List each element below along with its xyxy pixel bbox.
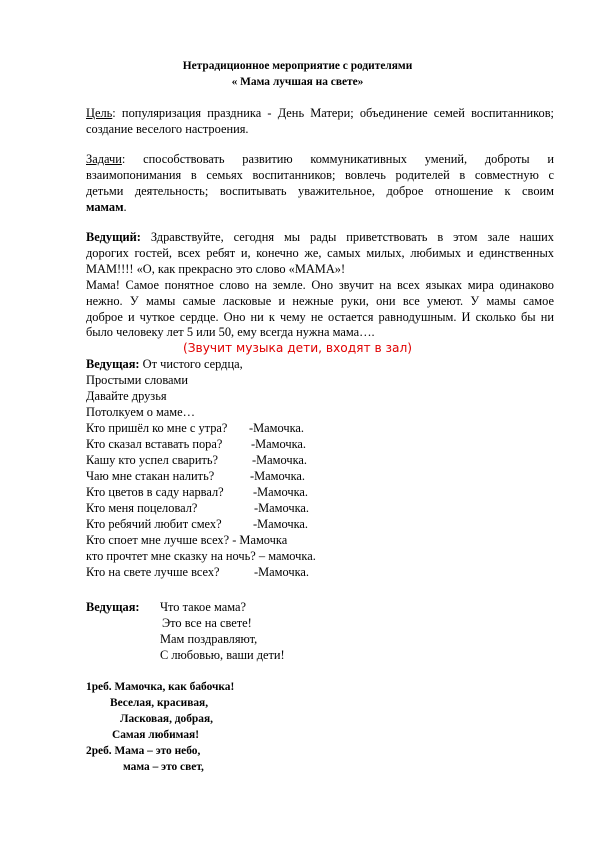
poem-line: С любовью, ваши дети! <box>160 648 285 662</box>
dialogue-question: Кто ребячий любит смех? <box>86 517 222 531</box>
poem-line: Что такое мама? <box>160 600 247 614</box>
child-verse-label: 1реб. Мамочка, как бабочка! <box>86 681 235 693</box>
dialogue-answer: -Мамочка. <box>250 469 306 483</box>
goal-line: создание веселого настроения. <box>86 121 249 136</box>
child-verse-label: 2реб. Мама – это небо, <box>86 745 201 757</box>
dialogue-question: Кто споет мне лучше всех? - Мамочка <box>86 533 288 547</box>
poem-line: Это все на свете! <box>162 616 252 630</box>
tasks-line: детьми деятельность; воспитывать уважительное, доброе отношение к своим <box>86 183 554 198</box>
host-intro-line: нежно. У мамы самые ласковые и нежные руки, они все умеют. У мамы самое <box>86 293 554 308</box>
host-intro-line: Мама! Самое понятное слово на земле. Оно звучит на всех языках мира одинаково <box>86 277 554 292</box>
document-subtitle: « Мама лучшая на свете» <box>231 76 364 88</box>
host-intro-line: было человеку лет 5 или 50, ему всегда нужна мама…. <box>86 325 375 340</box>
dialogue-answer: -Мамочка. <box>252 453 308 467</box>
dialogue-question: Кашу кто успел сварить? <box>86 453 219 467</box>
dialogue-question: Кто цветов в саду нарвал? <box>86 485 224 499</box>
dialogue-question: Кто пришёл ко мне с утра? <box>86 421 228 435</box>
stage-direction: (Звучит музыка дети, входят в зал) <box>182 341 413 355</box>
host-label: Ведущая: <box>86 600 140 614</box>
goal-label: Цель <box>86 106 113 120</box>
host-intro-line: МАМ!!!! «О, как прекрасно это слово «МАМА»! <box>86 261 346 276</box>
poem-line: Ведущая: От чистого сердца, <box>86 357 243 371</box>
dialogue-answer: -Мамочка. <box>253 517 309 531</box>
tasks-line: Задачи: способствовать развитию коммуникативных умений, доброты и <box>86 152 554 166</box>
goal-paragraph <box>86 106 554 138</box>
dialogue-question: кто прочтет мне сказку на ночь? – мамочка. <box>86 549 316 563</box>
document-title: Нетрадиционное мероприятие с родителями <box>182 60 413 72</box>
goal-line: Цель: популяризация праздника - День Матери; объединение семей воспитанников; <box>86 106 554 120</box>
dialogue-answer: -Мамочка. <box>251 437 307 451</box>
child-verse-line: мама – это свет, <box>123 761 204 773</box>
poem-line: Простыми словами <box>86 373 188 387</box>
host-intro-paragraph <box>86 230 554 341</box>
host-intro-line: дорогих гостей, всех ребят и, конечно же, самых милых, любимых и единственных <box>86 245 554 260</box>
child-verse-line: Ласковая, добрая, <box>120 713 213 725</box>
tasks-paragraph <box>86 152 554 216</box>
tasks-line: взаимопонимания в семьях воспитанников; вовлечь родителей в совместную с <box>86 167 554 182</box>
dialogue-question: Кто меня поцеловал? <box>86 501 198 515</box>
poem-line: Потолкуем о маме… <box>86 405 196 419</box>
dialogue-answer: -Мамочка. <box>254 565 310 579</box>
child-verse-line: Самая любимая! <box>112 729 199 741</box>
tasks-line: мамам. <box>86 199 127 214</box>
host-label: Ведущая: <box>86 357 140 371</box>
host-intro-line: доброе и чуткое сердце. Оно ни к чему не остается равнодушным. И сколько бы ни <box>86 309 554 324</box>
dialogue-question: Чаю мне стакан налить? <box>86 469 215 483</box>
dialogue-question: Кто сказал вставать пора? <box>86 437 223 451</box>
dialogue-answer: -Мамочка. <box>254 501 310 515</box>
dialogue-question: Кто на свете лучше всех? <box>86 565 220 579</box>
poem-line: Мам поздравляют, <box>160 632 258 646</box>
child-verse-line: Веселая, красивая, <box>110 697 209 709</box>
tasks-label: Задачи <box>86 152 122 166</box>
dialogue-answer: -Мамочка. <box>253 485 309 499</box>
poem-line: Давайте друзья <box>86 389 167 403</box>
host-label: Ведущий: <box>86 230 141 244</box>
host-intro-line: Ведущий: Здравствуйте, сегодня мы рады приветствовать в этом зале наших <box>86 230 554 244</box>
dialogue-answer: -Мамочка. <box>249 421 305 435</box>
